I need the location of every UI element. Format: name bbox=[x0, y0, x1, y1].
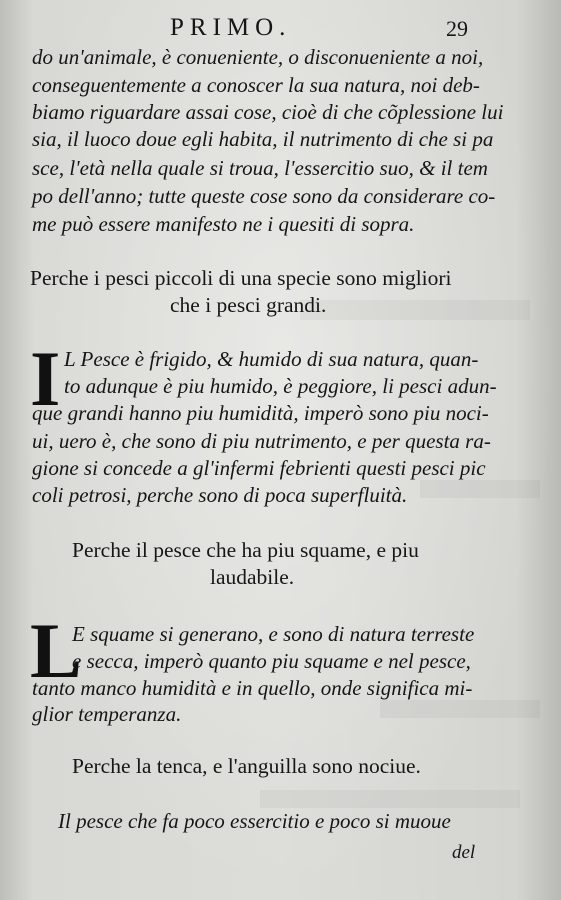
heading-line: Perche la tenca, e l'anguilla sono nociue. bbox=[72, 754, 421, 778]
show-through-texture bbox=[380, 700, 540, 718]
text-line: sce, l'età nella quale si troua, l'essercitio suo, & il tem bbox=[32, 156, 488, 180]
text-line: e secca, imperò quanto piu squame e nel pesce, bbox=[72, 649, 471, 673]
text-line: L Pesce è frigido, & humido di sua natura, quan- bbox=[64, 347, 479, 371]
text-line: sia, il luoco doue egli habita, il nutrimento di che si pa bbox=[32, 127, 494, 151]
catchword: del bbox=[452, 842, 476, 863]
heading-line: Perche i pesci piccoli di una specie sono migliori bbox=[30, 266, 452, 290]
running-head: PRIMO. bbox=[170, 14, 292, 41]
text-line: tanto manco humidità e in quello, onde significa mi- bbox=[32, 676, 473, 700]
page-header bbox=[0, 14, 561, 44]
drop-cap-initial: L bbox=[30, 607, 83, 694]
drop-cap-initial: I bbox=[30, 335, 61, 422]
heading-line: che i pesci grandi. bbox=[170, 293, 327, 317]
text-line: biamo riguardare assai cose, cioè di che cõplessione lui bbox=[32, 100, 504, 124]
text-line: po dell'anno; tutte queste cose sono da considerare co- bbox=[32, 184, 496, 208]
show-through-texture bbox=[420, 480, 540, 498]
text-line: ui, uero è, che sono di piu nutrimento, e per questa ra- bbox=[32, 429, 491, 453]
text-line: Il pesce che fa poco essercitio e poco si muoue bbox=[58, 809, 451, 833]
text-line: E squame si generano, e sono di natura terreste bbox=[72, 622, 475, 646]
text-line: glior temperanza. bbox=[32, 702, 182, 726]
heading-line: Perche il pesce che ha piu squame, e piu bbox=[72, 538, 419, 562]
text-line: conseguentemente a conoscer la sua natura, noi deb- bbox=[32, 73, 480, 97]
text-line: do un'animale, è conueniente, o disconueniente a noi, bbox=[32, 45, 484, 69]
text-line: me può essere manifesto ne i quesiti di sopra. bbox=[32, 212, 415, 236]
text-line: gione si concede a gl'infermi febrienti questi pesci pic bbox=[32, 456, 486, 480]
page-number: 29 bbox=[446, 16, 468, 41]
heading-line: laudabile. bbox=[210, 565, 295, 589]
text-line: coli petrosi, perche sono di poca superfluità. bbox=[32, 483, 408, 507]
show-through-texture bbox=[300, 300, 530, 320]
text-line: to adunque è piu humido, è peggiore, li pesci adun- bbox=[64, 374, 497, 398]
show-through-texture bbox=[260, 790, 520, 808]
text-line: que grandi hanno piu humidità, imperò sono piu noci- bbox=[32, 401, 489, 425]
